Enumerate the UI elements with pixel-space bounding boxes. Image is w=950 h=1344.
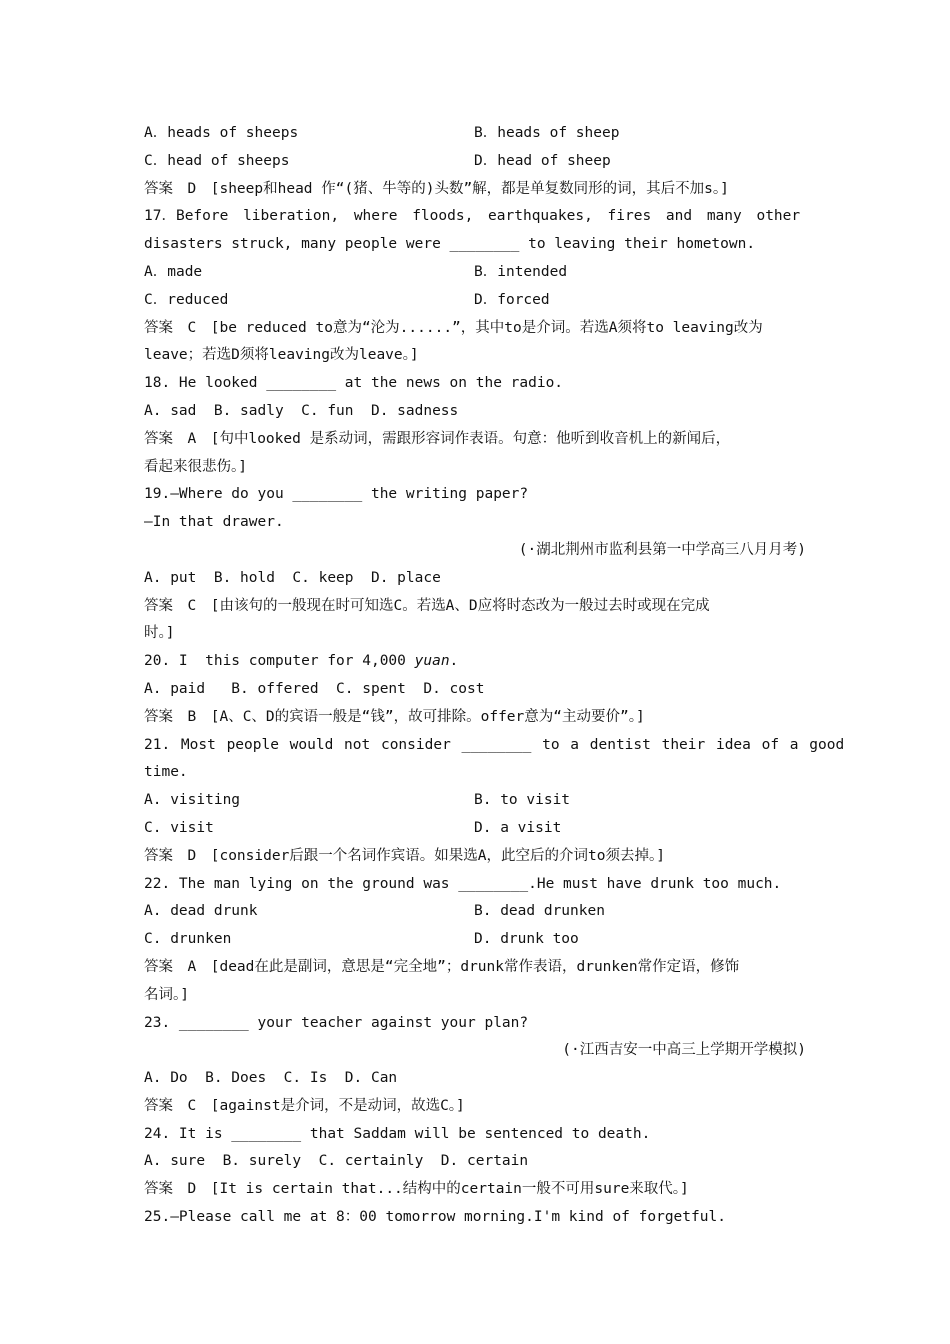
- q20-options: A. paid B. offered C. spent D. cost: [144, 680, 485, 697]
- q24-stem: 24. It is ________ that Saddam will be sentenced to death.: [144, 1125, 651, 1142]
- q17-stem-line-1: 17．Before liberation, where floods, earthquakes, fires and many other: [144, 208, 801, 225]
- q24-options: A. sure B. surely C. certainly D. certain: [144, 1153, 529, 1170]
- document-page: [144, 120, 845, 1232]
- q16-option-d: D．head of sheep: [474, 152, 611, 169]
- q19-answer-line-2: 时。]: [144, 625, 175, 642]
- q18-answer-line-2: 看起来很悲伤。]: [144, 458, 247, 475]
- q23-source: (·江西吉安一中高三上学期开学模拟): [562, 1042, 806, 1059]
- q21-options-row-1: [144, 787, 812, 815]
- q17-option-d: D．forced: [474, 291, 550, 308]
- q22-answer-line-1: 答案 A [dead在此是副词，意思是“完全地”；drunk常作表语，drunken常作定语，修饰: [144, 958, 740, 975]
- q16-options-row-1: [144, 120, 812, 148]
- q22-options-row-2: [144, 926, 812, 954]
- q22-option-b: B. dead drunken: [474, 903, 605, 920]
- q22-option-c: C. drunken: [144, 931, 232, 948]
- q16-answer: 答案 D [sheep和head 作“(猪、牛等的)头数”解，都是单复数同形的词，其后不加s。]: [144, 180, 729, 197]
- q23-options: A. Do B. Does C. Is D. Can: [144, 1070, 398, 1087]
- q17-option-a: A．made: [144, 263, 203, 280]
- q20-stem-text: 20. I this computer for 4,000: [144, 653, 415, 670]
- q22-options-row-1: [144, 898, 812, 926]
- q17-answer-line-2: leave；若选D须将leaving改为leave。]: [144, 347, 419, 364]
- q21-option-b: B. to visit: [474, 792, 571, 809]
- q20-answer: 答案 B [A、C、D的宾语一般是“钱”，故可排除。offer意为“主动要价”。]: [144, 708, 645, 725]
- q18-options: A. sad B. sadly C. fun D. sadness: [144, 402, 459, 419]
- q17-answer-line-1: 答案 C [be reduced to意为“沦为......”，其中to是介词。若选A须将to leaving改为: [144, 319, 763, 336]
- q17-option-b: B．intended: [474, 263, 568, 280]
- q21-option-a: A. visiting: [144, 792, 241, 809]
- q17-stem-line-2: disasters struck, many people were ________ to leaving their hometown.: [144, 236, 756, 253]
- q19-stem-line-2: —In that drawer.: [144, 514, 284, 531]
- q17-options-row-2: [144, 287, 812, 315]
- q21-stem-line-1: 21. Most people would not consider ________ to a dentist their idea of a good: [144, 736, 845, 753]
- q22-stem: 22. The man lying on the ground was ________.He must have drunk too much.: [144, 875, 782, 892]
- q19-options: A. put B. hold C. keep D. place: [144, 569, 441, 586]
- q19-stem-line-1: 19.—Where do you ________ the writing paper?: [144, 486, 529, 503]
- q17-options-row-1: [144, 259, 812, 287]
- q16-option-c: C．head of sheeps: [144, 152, 290, 169]
- q21-stem-line-2: time.: [144, 764, 188, 781]
- q19-source: (·湖北荆州市监利县第一中学高三八月月考): [518, 541, 806, 558]
- q24-answer: 答案 D [It is certain that...结构中的certain一般不可用sure来取代。]: [144, 1181, 689, 1198]
- q23-answer: 答案 C [against是介词，不是动词，故选C。]: [144, 1097, 465, 1114]
- q18-stem: 18. He looked ________ at the news on the radio.: [144, 375, 564, 392]
- q21-options-row-2: [144, 815, 812, 843]
- q18-answer-line-1: 答案 A [句中looked 是系动词，需跟形容词作表语。句意：他听到收音机上的新闻后，: [144, 430, 731, 447]
- q23-stem: 23. ________ your teacher against your plan?: [144, 1014, 529, 1031]
- q21-option-d: D. a visit: [474, 819, 562, 836]
- q25-stem: 25.—Please call me at 8：00 tomorrow morning.I'm kind of forgetful.: [144, 1209, 726, 1226]
- q20-stem-yuan: yuan: [414, 653, 450, 670]
- q22-answer-line-2: 名词。]: [144, 986, 189, 1003]
- q16-option-b: B．heads of sheep: [474, 125, 620, 141]
- q20-stem: [144, 648, 812, 676]
- q16-options-row-2: [144, 148, 812, 176]
- q20-stem-period: .: [449, 653, 459, 670]
- q17-option-c: C．reduced: [144, 291, 229, 308]
- q16-option-a: A．heads of sheeps: [144, 125, 299, 141]
- q21-option-c: C. visit: [144, 819, 214, 836]
- q22-option-d: D. drunk too: [474, 931, 579, 948]
- q21-answer: 答案 D [consider后跟一个名词作宾语。如果选A，此空后的介词to须去掉。]: [144, 847, 665, 864]
- q19-answer-line-1: 答案 C [由该句的一般现在时可知选C。若选A、D应将时态改为一般过去时或现在完成: [144, 597, 710, 614]
- q22-option-a: A. dead drunk: [144, 903, 258, 920]
